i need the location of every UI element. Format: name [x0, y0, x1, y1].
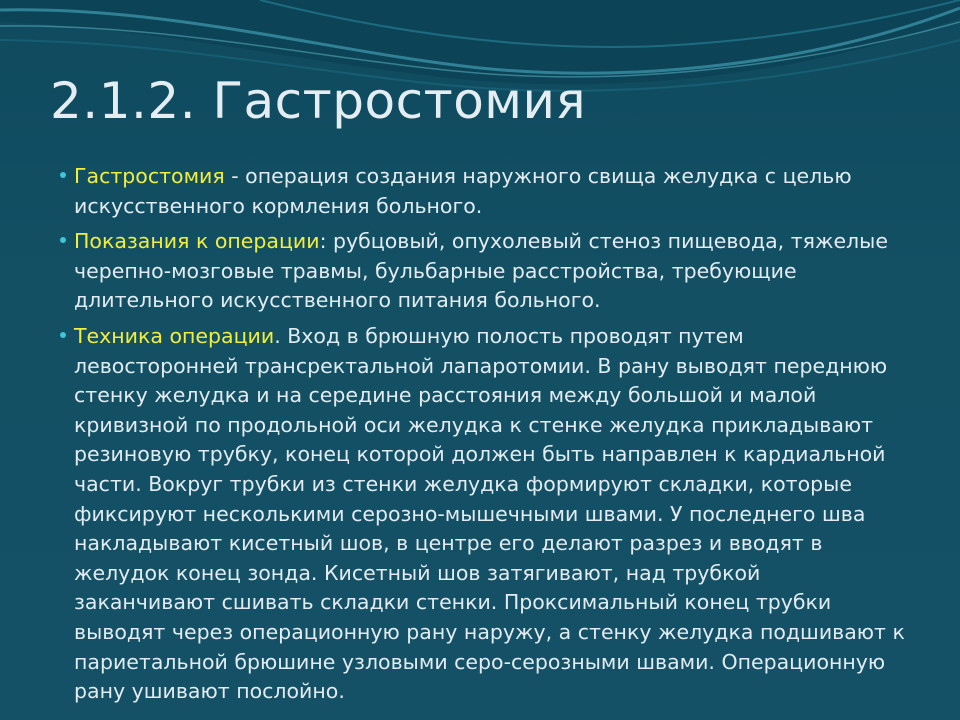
bullet-item-technique: [56, 322, 906, 707]
bullet-dot-icon: [60, 332, 66, 338]
term-highlight: Гастростомия: [74, 164, 225, 188]
bullet-text: . Вход в брюшную полость проводят путем левосторонней трансректальной лапаротомии. В рану выводят переднюю стенку желудка и на середине расстояния между большой и малой кривизной по продольной оси желудка к стенке желудка прикладывают резиновую трубку, конец которой должен быть направлен к кардиальной части. Вокруг трубки из стенки желудка формируют складки, которые фиксируют несколькими серозно-мышечными швами. У последнего шва накладывают кисетный шов, в центре его делают разрез и вводят в желудок конец зонда. Кисетный шов затягивают, над трубкой заканчивают сшивать складки стенки. Проксимальный конец трубки выводят через операционную рану наружу, а стенку желудка подшивают к париетальной брюшине узловыми серо-серозными швами. Операционную рану ушивают послойно.: [74, 323, 905, 704]
slide-title: 2.1.2. Гастростомия: [50, 72, 587, 130]
bullet-dot-icon: [60, 237, 66, 243]
term-highlight: Техника операции: [74, 323, 275, 348]
bullet-text: : рубцовый, опухолевый стеноз пищевода, тяжелые черепно-мозговые травмы, бульбарные расстройства, требующие длительного искусственного питания больного.: [74, 229, 888, 313]
bullet-item-indications: [56, 227, 906, 316]
term-highlight: Показания к операции: [74, 229, 320, 254]
bullet-dot-icon: [60, 172, 66, 178]
bullet-text: - операция создания наружного свища желудка с целью искусственного кормления больного.: [74, 164, 852, 218]
bullet-list: [56, 162, 906, 713]
bullet-item-definition: [56, 162, 906, 221]
